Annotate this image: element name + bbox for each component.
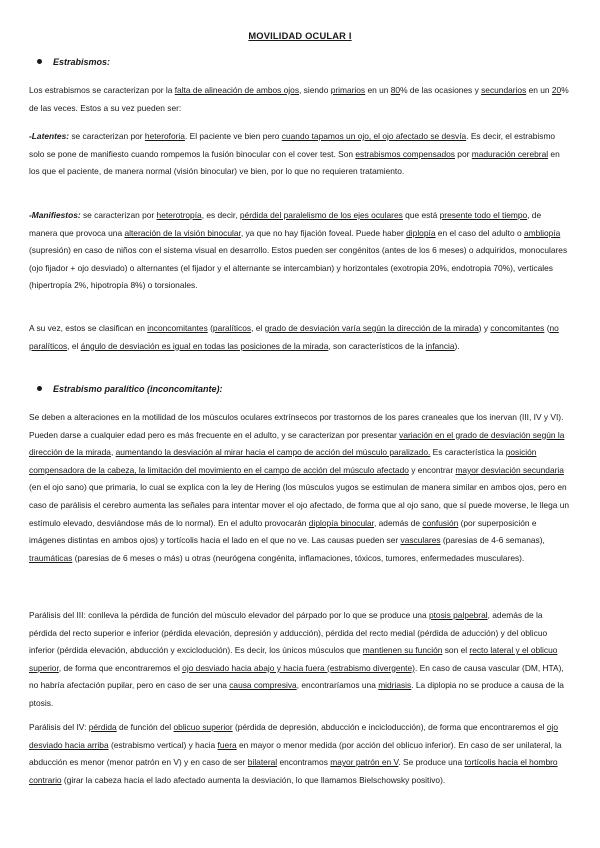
bullet-icon	[37, 386, 42, 391]
paragraph-paralisis-iii: Parálisis del III: conlleva la pérdida de función del músculo elevador del párpado por lo que se produce una ptosis palpebral, además de la pérdida del recto superior e inferior (pérdida elevación, depresión y adducción), pérdida del recto medial (pérdida de aducción) y del oblicuo inferior (pérdida elevación, abducción y exciclodución). Es decir, los únicos músculos que mantienen su función son el recto lateral y el oblicuo superior, de forma que encontraremos el ojo desviado hacia abajo y hacia fuera (estrabismo divergente). En caso de causa vascular (DM, HTA), no habría afectación pupilar, pero en caso de ser una causa compresiva, encontraríamos una midriasis. La diplopia no se produce a causa de la ptosis.	[29, 610, 564, 708]
paragraph-paralitico: Se deben a alteraciones en la motilidad de los músculos oculares extrínsecos por trastornos de los pares craneales que los inervan (III, IV y VI). Pueden darse a cualquier edad pero es más frecuente en el adulto, y se caracterizan por presentar variación en el grado de desviación según la dirección de la mirada, aumentando la desviación al mirar hacia el campo de acción del músculo paralizado. Es característica la posición compensadora de la cabeza, la limitación del movimiento en el campo de acción del músculo afectado y encontrar mayor desviación secundaria (en el ojo sano) que primaria, lo cual se explica con la ley de Hering (los músculos yugos se estimulan de manera similar en ambos ojos, pero en caso de parálisis el cerebro aumenta las señales para intentar mover el ojo afectado, de forma que al ojo sano, que sí puede moverse, le llega un estímulo elevado, desviándose más de lo normal). En el adulto provocarán diplopía binocular, además de confusión (por superposición e imágenes distintas en ambos ojos) y tortícolis hacia el lado en el que no ve. Las causas pueden ser vasculares (paresias de 4-6 semanas), traumáticas (paresias de 6 meses o más) u otras (neurógena congénita, inflamaciones, tóxicos, tumores, enfermedades musculares).	[29, 412, 570, 563]
document-title: MOVILIDAD OCULAR I	[248, 31, 352, 41]
bullet-icon	[37, 59, 42, 64]
paragraph-clasificacion: A su vez, estos se clasifican en inconcomitantes (paralíticos, el grado de desviación varía según la dirección de la mirada) y concomitantes (no paralíticos, el ángulo de desviación es igual en todas las posiciones de la mirada, son característicos de la infancia).	[29, 323, 559, 351]
section-heading-estrabismos: Estrabismos:	[37, 57, 110, 67]
paragraph-intro: Los estrabismos se caracterizan por la falta de alineación de ambos ojos, siendo primarios en un 80% de las ocasiones y secundarios en un 20% de las veces. Estos a su vez pueden ser:	[29, 85, 569, 113]
paragraph-manifiestos: -Manifiestos: se caracterizan por heterotropía, es decir, pérdida del paralelismo de los ejes oculares que está presente todo el tiempo, de manera que provoca una alteración de la visión binocular, ya que no hay fijación foveal. Puede haber diplopía en el caso del adulto o ambliopía (supresión) en caso de niños con el sistema visual en desarrollo. Estos pueden ser congénitos (antes de los 6 meses) o adquiridos, monoculares (ojo fijador + ojo desviado) o alternantes (el fijador y el alternante se intercambian) y horizontales (exotropia 20%, endotropia 70%), verticales (hipertropía 2%, hipotropía 8%) o torsionales.	[29, 210, 568, 291]
section-heading-paralitico: Estrabismo paralítico (inconcomitante):	[37, 384, 223, 394]
paragraph-latentes: -Latentes: se caracterizan por heteroforia. El paciente ve bien pero cuando tapamos un ojo, el ojo afectado se desvía. Es decir, el estrabismo solo se pone de manifiesto cuando rompemos la fusión binocular con el cover test. Son estrabismos compensados por maduración cerebral en los que el paciente, de manera normal (visión binocular) ve bien, por lo que no requieren tratamiento.	[29, 131, 560, 177]
paragraph-paralisis-iv: Parálisis del IV: pérdida de función del oblicuo superior (pérdida de depresión, abducción e incicloducción), de forma que encontraremos el ojo desviado hacia arriba (estrabismo vertical) y hacia fuera en mayor o menor medida (por acción del oblicuo inferior). En caso de ser unilateral, la abducción es menor (menor patrón en V) y en caso de ser bilateral encontramos mayor patrón en V. Se produce una tortícolis hacia el hombro contrario (girar la cabeza hacia el lado afectado aumenta la desviación, lo que llamamos Bielschowsky positivo).	[29, 722, 562, 785]
